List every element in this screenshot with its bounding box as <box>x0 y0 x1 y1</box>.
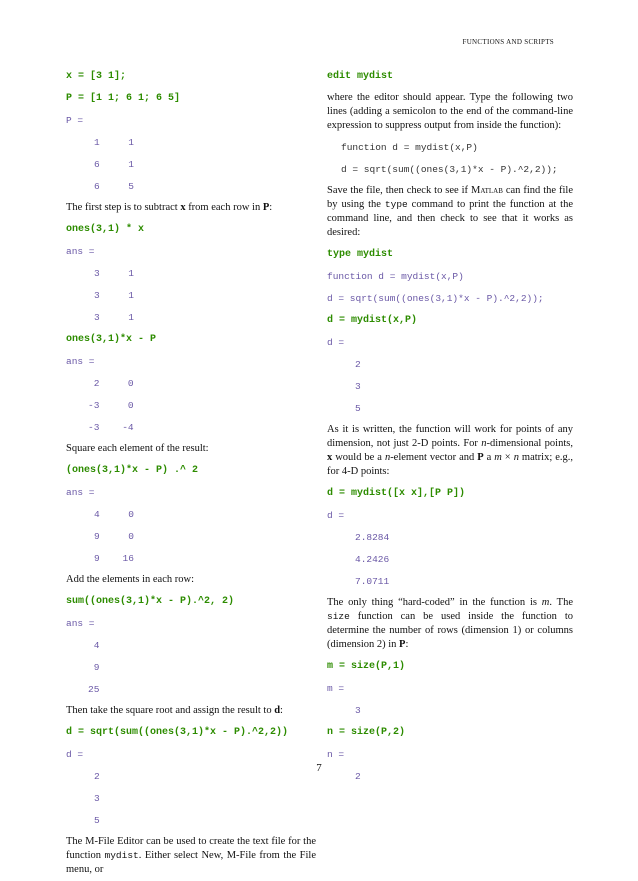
output-value: 9 <box>88 662 100 673</box>
output-label: ans = <box>66 246 95 257</box>
output-value: 5 <box>355 403 361 414</box>
command-line: m = size(P,1) <box>327 661 406 672</box>
command-line: (ones(3,1)*x - P) .^ 2 <box>66 465 199 476</box>
left-column <box>66 66 316 881</box>
command-line: edit mydist <box>327 71 394 82</box>
code-line: d = sqrt(sum((ones(3,1)*x - P).^2,2)); <box>341 164 558 175</box>
output-value: 7.0711 <box>355 576 390 587</box>
output-value: -3 -4 <box>88 422 134 433</box>
output-value: 4 0 <box>94 509 134 520</box>
output-label: P = <box>66 115 84 126</box>
paragraph: The M-File Editor can be used to create the text file for the function mydist. Either select New, M-File from the File menu, or <box>66 836 316 875</box>
page-number: 7 <box>316 762 322 774</box>
command-line: n = size(P,2) <box>327 727 406 738</box>
paragraph: Add the elements in each row: <box>66 574 194 585</box>
output-value: 2 <box>94 771 100 782</box>
output-line: d = sqrt(sum((ones(3,1)*x - P).^2,2)); <box>327 293 544 304</box>
output-label: n = <box>327 749 345 760</box>
output-line: function d = mydist(x,P) <box>327 271 464 282</box>
output-value: 4.2426 <box>355 554 390 565</box>
command-line: ones(3,1)*x - P <box>66 334 157 345</box>
output-label: ans = <box>66 618 95 629</box>
output-label: m = <box>327 683 345 694</box>
output-label: ans = <box>66 487 95 498</box>
output-value: 1 1 <box>94 137 134 148</box>
output-value: -3 0 <box>88 400 134 411</box>
output-value: 3 <box>355 705 361 716</box>
output-value: 2 0 <box>88 378 134 389</box>
output-label: d = <box>327 337 345 348</box>
output-value: 9 16 <box>94 553 134 564</box>
output-value: 6 5 <box>94 181 134 192</box>
output-value: 3 <box>355 381 361 392</box>
output-value: 9 0 <box>94 531 134 542</box>
paragraph: Save the file, then check to see if Matlab can find the file by using the type command to print the function at the command line, and then check to see that it works as desired: <box>327 185 574 238</box>
command-line: d = mydist([x x],[P P]) <box>327 488 466 499</box>
output-value: 6 1 <box>94 159 134 170</box>
output-label: d = <box>66 749 84 760</box>
paragraph: Then take the square root and assign the result to d: <box>66 705 283 716</box>
output-value: 2 <box>355 359 361 370</box>
output-value: 3 1 <box>94 312 134 323</box>
command-line: type mydist <box>327 249 394 260</box>
command-line: d = mydist(x,P) <box>327 315 418 326</box>
paragraph: The only thing “hard-coded” in the function is m. The size function can be used inside the function to determine the number of rows (dimension 1) or columns (dimension 2) in P: <box>327 597 573 650</box>
paragraph: where the editor should appear. Type the following two lines (adding a semicolon to the end of the command-line expression to suppress output from inside the function): <box>327 92 573 131</box>
output-value: 3 1 <box>94 268 134 279</box>
code-line: function d = mydist(x,P) <box>341 142 478 153</box>
paragraph: The first step is to subtract x from each row in P: <box>66 202 273 213</box>
output-value: 2 <box>355 771 361 782</box>
command-line: x = [3 1]; <box>66 71 127 82</box>
running-header: FUNCTIONS AND SCRIPTS <box>462 38 554 46</box>
output-value: 2.8284 <box>355 532 390 543</box>
command-line: ones(3,1) * x <box>66 224 145 235</box>
output-value: 5 <box>94 815 100 826</box>
command-line: d = sqrt(sum((ones(3,1)*x - P).^2,2)) <box>66 727 289 738</box>
output-value: 3 <box>94 793 100 804</box>
command-line: P = [1 1; 6 1; 6 5] <box>66 93 181 104</box>
output-value: 3 1 <box>94 290 134 301</box>
right-column <box>327 66 573 788</box>
paragraph: Square each element of the result: <box>66 443 209 454</box>
output-value: 4 <box>88 640 100 651</box>
output-label: ans = <box>66 356 95 367</box>
output-value: 25 <box>88 684 100 695</box>
command-line: sum((ones(3,1)*x - P).^2, 2) <box>66 596 235 607</box>
paragraph: As it is written, the function will work for points of any dimension, not just 2-D points. For n-dimensional points, x would be a n-element vector and P a m × n matrix; e.g., for 4-D points: <box>327 424 573 477</box>
output-label: d = <box>327 510 345 521</box>
